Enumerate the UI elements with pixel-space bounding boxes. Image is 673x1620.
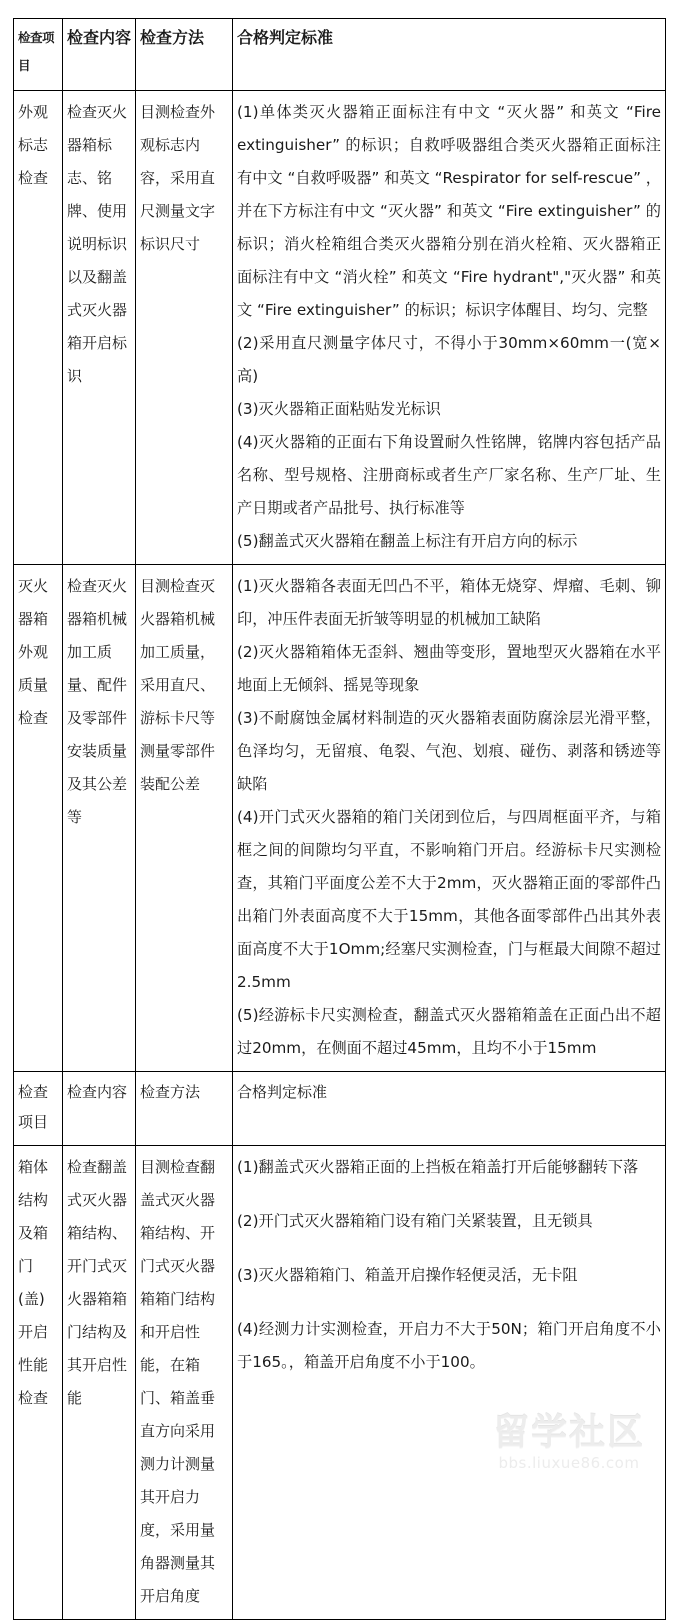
criteria-item: (3)灭火器箱箱门、箱盖开启操作轻便灵活，无卡阻 bbox=[237, 1266, 578, 1284]
cell-method: 目测检查翻盖式灭火器箱结构、开门式灭火器箱箱门结构和开启性能，在箱门、箱盖垂直方向采用测力计测量其开启力度，采用量角器测量其开启角度 bbox=[136, 1146, 233, 1620]
header-cell-method: 检查方法 bbox=[136, 1072, 233, 1146]
table-header-row-repeat bbox=[14, 1072, 666, 1146]
header-cell-item: 检查项目 bbox=[14, 19, 63, 91]
criteria-item: (3)灭火器箱正面粘贴发光标识 bbox=[237, 400, 441, 418]
cell-criteria bbox=[233, 1146, 666, 1620]
inspection-table bbox=[13, 18, 666, 1620]
table-header-row bbox=[14, 19, 666, 91]
criteria-item: (4)经测力计实测检查，开启力不大于50N；箱门开启角度不小于165。，箱盖开启角度不小于100。 bbox=[237, 1320, 661, 1371]
criteria-item: (1)单体类灭火器箱正面标注有中文 “灭火器” 和英文 “Fire extinguisher” 的标识；自救呼吸器组合类灭火器箱正面标注有中文 “自救呼吸器” 和英文 “Respirator for self-rescue” ，并在下方标注有中文 “灭火器” 和英文 “Fire extinguisher” 的标识；消火栓箱组合类灭火器箱分别在消火栓箱、灭火器箱正面标注有中文 “消火栓” 和英文 “Fire hydrant","灭火器” 和英文 “Fire extinguisher” 的标识；标识字体醒目、均匀、完整 bbox=[237, 103, 661, 319]
criteria-item: (2)采用直尺测量字体尺寸，不得小于30mm×60mm一(宽×高) bbox=[237, 334, 661, 385]
header-cell-content: 检查内容 bbox=[63, 19, 136, 91]
header-cell-item: 检查项目 bbox=[14, 1072, 63, 1146]
cell-content: 检查翻盖式灭火器箱结构、开门式灭火器箱箱门结构及其开启性能 bbox=[63, 1146, 136, 1620]
criteria-item: (5)经游标卡尺实测检查，翻盖式灭火器箱箱盖在正面凸出不超过20mm，在侧面不超过45mm，且均不小于15mm bbox=[237, 1006, 661, 1057]
criteria-item: (4)开门式灭火器箱的箱门关闭到位后，与四周框面平齐，与箱框之间的间隙均匀平直，不影响箱门开启。经游标卡尺实测检查，其箱门平面度公差不大于2mm，灭火器箱正面的零部件凸出箱门外表面高度不大于15mm，其他各面零部件凸出其外表面高度不大于1Omm;经塞尺实测检查，门与框最大间隙不超过2.5mm bbox=[237, 808, 661, 991]
criteria-item: (1)翻盖式灭火器箱正面的上挡板在箱盖打开后能够翻转下落 bbox=[237, 1158, 639, 1176]
criteria-item: (2)灭火器箱箱体无歪斜、翘曲等变形，置地型灭火器箱在水平地面上无倾斜、摇晃等现象 bbox=[237, 643, 661, 694]
cell-content: 检查灭火器箱机械加工质量、配件及零部件安装质量及其公差等 bbox=[63, 565, 136, 1072]
table-row bbox=[14, 91, 666, 565]
watermark-url-text: bbs.liuxue86.com bbox=[498, 1453, 640, 1472]
criteria-item: (2)开门式灭火器箱箱门设有箱门关紧装置，且无锁具 bbox=[237, 1212, 593, 1230]
header-cell-method: 检查方法 bbox=[136, 19, 233, 91]
cell-criteria bbox=[233, 91, 666, 565]
cell-content: 检查灭火器箱标志、铭牌、使用说明标识以及翻盖式灭火器箱开启标识 bbox=[63, 91, 136, 565]
cell-item: 灭火器箱外观质量检查 bbox=[14, 565, 63, 1072]
header-cell-criteria: 合格判定标准 bbox=[233, 1072, 666, 1146]
cell-method: 目测检查灭火器箱机械加工质量，采用直尺、游标卡尺等测量零部件装配公差 bbox=[136, 565, 233, 1072]
table-row bbox=[14, 1146, 666, 1620]
cell-criteria bbox=[233, 565, 666, 1072]
cell-method: 目测检查外观标志内容，采用直尺测量文字标识尺寸 bbox=[136, 91, 233, 565]
criteria-item: (3)不耐腐蚀金属材料制造的灭火器箱表面防腐涂层光滑平整，色泽均匀，无留痕、龟裂、气泡、划痕、碰伤、剥落和锈迹等缺陷 bbox=[237, 709, 661, 793]
header-cell-content: 检查内容 bbox=[63, 1072, 136, 1146]
cell-item: 外观标志检查 bbox=[14, 91, 63, 565]
criteria-item: (1)灭火器箱各表面无凹凸不平，箱体无烧穿、焊瘤、毛刺、铆印，冲压件表面无折皱等明显的机械加工缺陷 bbox=[237, 577, 661, 628]
criteria-item: (5)翻盖式灭火器箱在翻盖上标注有开启方向的标示 bbox=[237, 532, 578, 550]
table-row bbox=[14, 565, 666, 1072]
header-cell-criteria: 合格判定标准 bbox=[233, 19, 666, 91]
criteria-item: (4)灭火器箱的正面右下角设置耐久性铭牌，铭牌内容包括产品名称、型号规格、注册商标或者生产厂家名称、生产厂址、生产日期或者产品批号、执行标准等 bbox=[237, 433, 661, 517]
cell-item: 箱体结构及箱门(盖)开启性能检查 bbox=[14, 1146, 63, 1620]
watermark-main-text: 留学社区 bbox=[492, 1411, 645, 1453]
